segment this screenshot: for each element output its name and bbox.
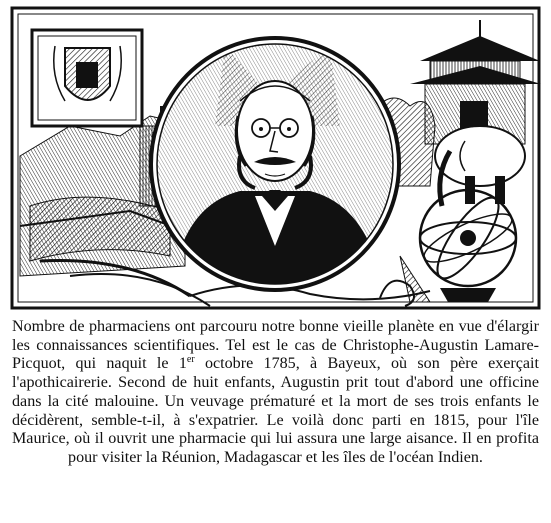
coat-of-arms-icon — [32, 30, 142, 126]
engraved-illustration — [10, 6, 541, 312]
caption-text-end: octobre 1785, à Bayeux, où son père exerçait l'apothicairerie. Second de huit enfants, Augustin prit tout d'abord une officine dans la cité malouine. Un veuvage prématuré et la mort de ses trois enfants le décidèrent, semble-t-il, à s'expatrier. Le voilà donc parti en 1815, pour l'île Maurice, où il ouvrit une pharmacie qui lui assura une large aisance. Il en profita pour visiter la Réunion, Madagascar et les îles de l'océan Indien. — [12, 355, 539, 466]
caption-text-start: Nombre de pharmaciens ont parcouru notre bonne vieille planète en vue d'élargir les connaissances scientifiques. Tel est le cas de Christophe-Augustin Lamare-Picquot, qui naquit le 1 — [12, 318, 539, 373]
caption-paragraph — [12, 318, 539, 468]
armillary-sphere-icon — [400, 190, 517, 302]
ordinal-superscript: er — [186, 354, 195, 366]
portrait-icon — [150, 36, 400, 296]
